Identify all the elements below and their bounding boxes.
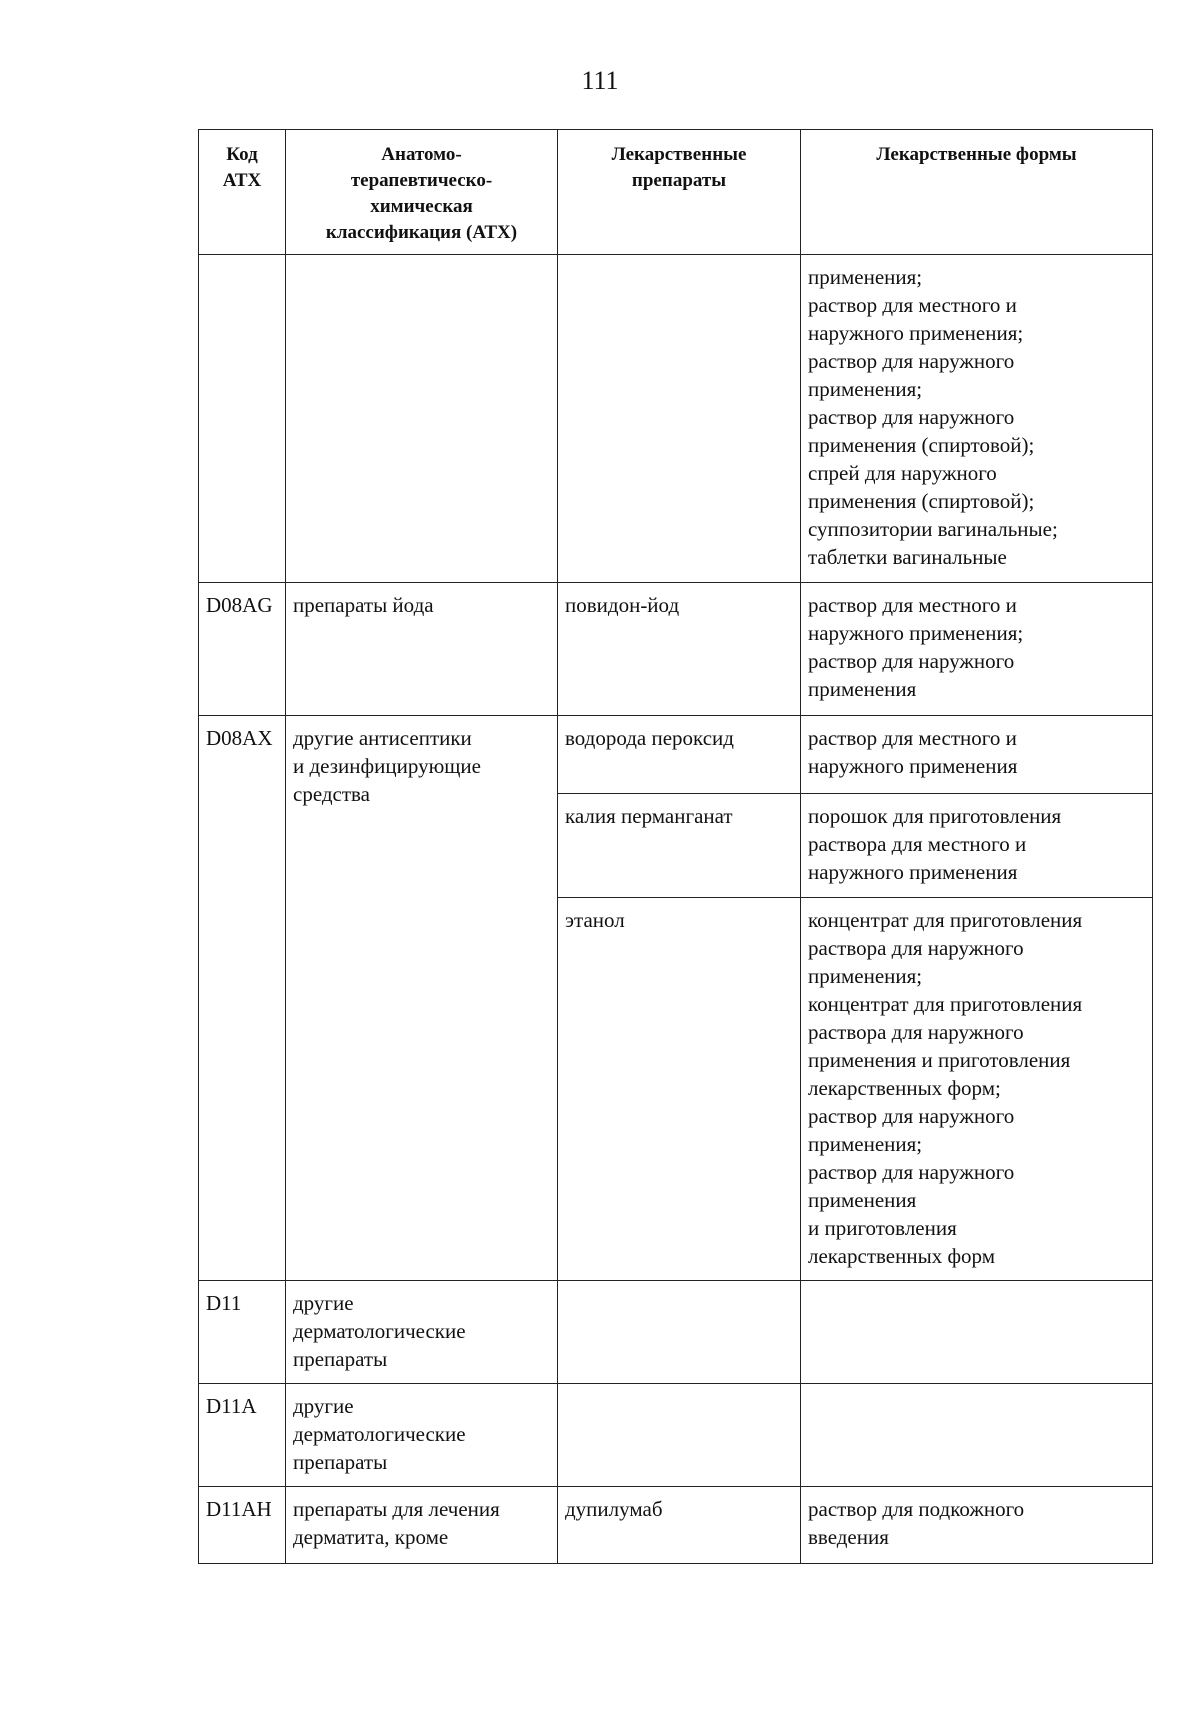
- cell-drug: [558, 1281, 801, 1384]
- cell-text-line: дерматологические: [293, 1422, 466, 1446]
- cell-forms: [801, 583, 1153, 716]
- cell-text-line: наружного применения: [808, 860, 1018, 884]
- cell-text-line: терапевтическо-: [350, 170, 493, 191]
- cell-text-line: применения (спиртовой);: [808, 433, 1035, 457]
- cell-text-line: применения (спиртовой);: [808, 489, 1035, 513]
- table-row: [199, 1384, 1153, 1487]
- cell-forms: [801, 1281, 1153, 1384]
- cell-text-line: таблетки вагинальные: [808, 545, 1007, 569]
- cell-text-line: применения;: [808, 265, 923, 289]
- cell-text-line: применения: [808, 1188, 917, 1212]
- cell-text-line: раствор для наружного: [808, 1104, 1015, 1128]
- cell-text-line: раствора для наружного: [808, 1020, 1024, 1044]
- cell-text-line: раствор для местного и: [808, 293, 1017, 317]
- cell-drug: этанол: [558, 898, 801, 1281]
- cell-code: D11: [199, 1281, 286, 1384]
- cell-text-line: спрей для наружного: [808, 461, 997, 485]
- cell-classification: [286, 1487, 558, 1564]
- cell-code: D11A: [199, 1384, 286, 1487]
- cell-text-line: введения: [808, 1525, 889, 1549]
- header-drugs: [558, 130, 801, 255]
- cell-text-line: наружного применения;: [808, 621, 1024, 645]
- cell-classification: [286, 1384, 558, 1487]
- cell-text-line: применения;: [808, 964, 923, 988]
- cell-text-line: раствор для наружного: [808, 349, 1015, 373]
- table-row: [199, 1487, 1153, 1564]
- cell-text-line: суппозитории вагинальные;: [808, 517, 1058, 541]
- cell-text-line: препараты: [293, 1347, 388, 1371]
- cell-text-line: наружного применения;: [808, 321, 1024, 345]
- cell-code: D11AH: [199, 1487, 286, 1564]
- cell-text-line: препараты: [631, 170, 727, 191]
- cell-text-line: раствор для наружного: [808, 649, 1015, 673]
- cell-text-line: препараты: [293, 1450, 388, 1474]
- cell-drug: [558, 1384, 801, 1487]
- cell-text-line: препараты для лечения: [293, 1497, 500, 1521]
- cell-text-line: раствор для наружного: [808, 405, 1015, 429]
- cell-text-line: раствор для местного и: [808, 593, 1017, 617]
- cell-text-line: Лекарственные формы: [876, 144, 1077, 165]
- cell-classification: [286, 583, 558, 716]
- cell-text-line: раствора для наружного: [808, 936, 1024, 960]
- header-forms: [801, 130, 1153, 255]
- cell-forms: [801, 716, 1153, 794]
- cell-code: D08AG: [199, 583, 286, 716]
- cell-text-line: концентрат для приготовления: [808, 908, 1083, 932]
- table-row: [199, 583, 1153, 716]
- cell-classification: [286, 716, 558, 1281]
- header-classification: [286, 130, 558, 255]
- cell-text-line: лекарственных форм;: [808, 1076, 1001, 1100]
- atx-table: [198, 129, 1153, 1564]
- cell-drug: повидон-йод: [558, 583, 801, 716]
- cell-forms: [801, 1384, 1153, 1487]
- cell-text-line: АТХ: [222, 170, 262, 191]
- cell-code: [199, 255, 286, 583]
- cell-text-line: химическая: [370, 196, 473, 217]
- table-row: [199, 716, 1153, 794]
- cell-text-line: другие: [293, 1394, 354, 1418]
- cell-text-line: раствор для наружного: [808, 1160, 1015, 1184]
- cell-forms: [801, 255, 1153, 583]
- cell-text-line: раствор для местного и: [808, 726, 1017, 750]
- cell-forms: [801, 1487, 1153, 1564]
- cell-drug: [558, 255, 801, 583]
- cell-text-line: раствора для местного и: [808, 832, 1027, 856]
- cell-text-line: наружного применения: [808, 754, 1018, 778]
- table-row: [199, 255, 1153, 583]
- cell-text-line: классификация (АТХ): [325, 222, 518, 243]
- cell-text-line: дерматита, кроме: [293, 1525, 449, 1549]
- cell-classification: [286, 1281, 558, 1384]
- cell-text-line: и дезинфицирующие: [293, 754, 481, 778]
- cell-forms: [801, 898, 1153, 1281]
- cell-text-line: дерматологические: [293, 1319, 466, 1343]
- cell-text-line: концентрат для приготовления: [808, 992, 1083, 1016]
- header-code: [199, 130, 286, 255]
- cell-text-line: применения;: [808, 377, 923, 401]
- cell-classification: [286, 255, 558, 583]
- cell-text-line: порошок для приготовления: [808, 804, 1062, 828]
- cell-text-line: лекарственных форм: [808, 1244, 996, 1268]
- cell-text-line: другие: [293, 1291, 354, 1315]
- cell-text-line: раствор для подкожного: [808, 1497, 1025, 1521]
- table-row: [199, 1281, 1153, 1384]
- cell-text-line: применения: [808, 677, 917, 701]
- cell-drug: дупилумаб: [558, 1487, 801, 1564]
- cell-text-line: Лекарственные: [611, 144, 747, 165]
- table-header-row: [199, 130, 1153, 255]
- cell-text-line: другие антисептики: [293, 726, 472, 750]
- cell-forms: [801, 794, 1153, 898]
- cell-drug: водорода пероксид: [558, 716, 801, 794]
- cell-text-line: средства: [293, 782, 371, 806]
- cell-text-line: применения;: [808, 1132, 923, 1156]
- cell-code: D08AX: [199, 716, 286, 1281]
- cell-text-line: Код: [226, 144, 258, 165]
- cell-text-line: препараты йода: [293, 593, 434, 617]
- cell-text-line: и приготовления: [808, 1216, 957, 1240]
- page-number: 111: [581, 66, 619, 95]
- cell-text-line: Анатомо-: [381, 144, 462, 165]
- cell-drug: калия перманганат: [558, 794, 801, 898]
- cell-text-line: применения и приготовления: [808, 1048, 1071, 1072]
